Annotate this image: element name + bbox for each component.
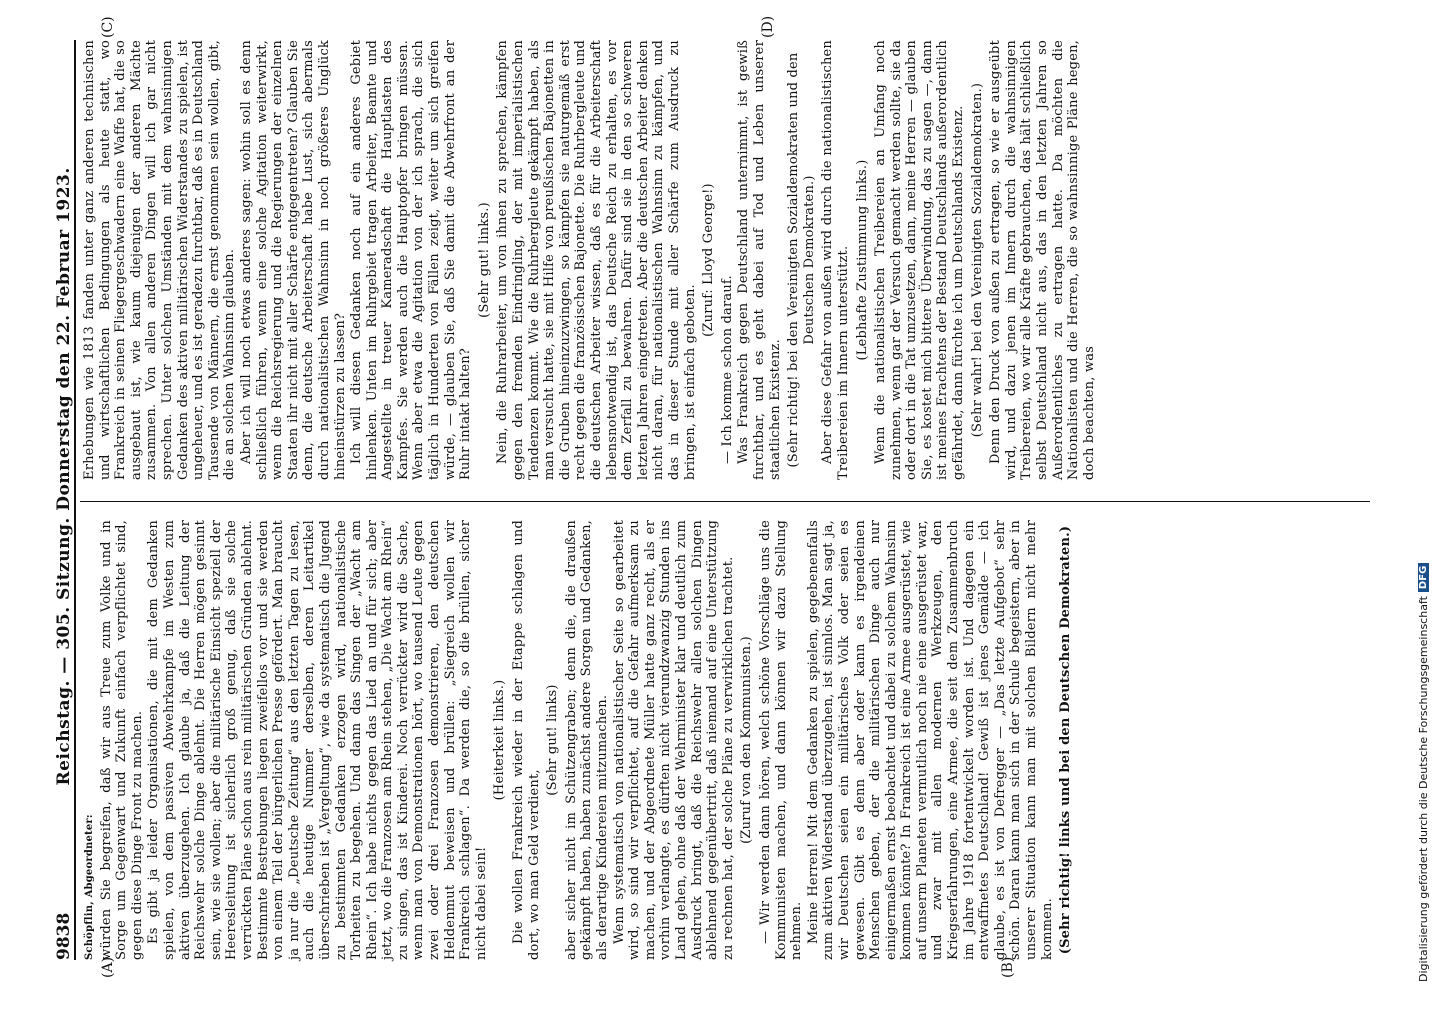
page-number: 9838 — [54, 912, 74, 960]
paragraph: Aber ich will noch etwas anderes sagen: wohin soll es denn schließlich führen, wenn eine solche Agitation weiterwirkt, wenn die Reichsregierung und die Regierungen der einzelnen Staaten ihr nicht mit aller Schärfe entgegentreten? Glauben Sie denn, die deutsche Arbeiterschaft habe Lust, sich abermals durch nationalistischen Wahnsinn in noch größeres Unglück hineinstürzen zu lassen? — [238, 40, 348, 480]
paragraph: — Wir werden dann hören, welch schöne Vorschläge uns die Kommunisten machen, und dann können wir dazu Stellung nehmen. — [757, 520, 805, 960]
rotated-page-frame — [40, 15, 1425, 1020]
paragraph: Erhebungen wie 1813 fanden unter ganz anderen technischen und wirtschaftlichen Bedingungen als heute statt, wo Frankreich in seinen Fliegergeschwadern eine Waffe hat, die so ausgebaut ist, wie kaum diejenigen der anderen Mächte zusammen. Von allen anderen Dingen will ich gar nicht sprechen. Unter solchen Umständen mit dem wahnsinnigen Gedanken des aktiven militärischen Widerstandes zu spielen, ist ungeheuer, und es ist geradezu furchtbar, daß es in Deutschland Tausende von Männern, die ernst genommen sein wollen, gibt, die an solchen Wahnsinn glauben. — [82, 40, 238, 480]
interjection: (Sehr richtig! bei den Vereinigten Sozialdemokraten und den Deutschen Demokraten.) — [786, 52, 817, 468]
interjection: (Heiterkeit links.) — [492, 679, 508, 801]
paragraph: Ich will diesen Gedanken noch auf ein anderes Gebiet hinlenken. Unten im Ruhrgebiet tragen Arbeiter, Beamte und Angestellte in treuer Kameradschaft die Hauptlasten des Kampfes. Sie werden auch die Hauptopfer bringen müssen. Wenn aber etwa die Agitation von der ich sprach, die sich täglich in Hunderten von Fällen zeigt, weiter um sich greifen würde, — glauben Sie, daß Sie damit die Abwehrfront an der Ruhr intakt halten? — [349, 40, 474, 480]
interjection: (Sehr richtig! links und bei den Deutschen Demokraten.) — [1058, 525, 1074, 955]
page-title: Reichstag. — 305. Sitzung. Donnerstag den 22. Februar 1923. — [54, 167, 74, 786]
right-column — [82, 40, 1098, 480]
paragraph: Nein, die Ruhrarbeiter, um von ihnen zu sprechen, kämpfen gegen den fremden Eindringling, der mit imperialistischen Tendenzen kommt. Wie die Ruhrbergleute gekämpft haben, als man versucht hatte, sie mit Hilfe von preußischen Bajonetten in die Gruben hineinzuzwingen, so kämpfen sie naturgemäß erst recht gegen die französischen Bajonette. Die Ruhrbergleute und die deutschen Arbeiter wissen, daß es für die Arbeiterschaft lebensnotwendig ist, das Deutsche Reich zu erhalten, es vor dem Zerfall zu bewahren. Dafür sind sie in den so schweren letzten Jahren eingetreten. Aber die deutschen Arbeiter denken nicht daran, für nationalistischen Wahnsinn zu kämpfen, und das in dieser Stunde mit aller Schärfe zum Ausdruck zu bringen, ist einfach geboten. — [495, 40, 698, 480]
interjection: (Zuruf: Lloyd George!) — [701, 183, 717, 337]
paragraph: Wenn systematisch von nationalistischer Seite so gearbeitet wird, so sind wir verpflichtet, auf die Gefahr aufmerksam zu machen, und der Abgeordnete Müller hatte ganz recht, als er vorhin verlangte, es dürften nicht vierundzwanzig Stunden ins Land gehen, ohne daß der Wehrminister klar und deutlich zum Ausdruck bringt, daß die Reichswehr allen solchen Dingen ablehnend gegenübertritt, daß niemand auf eine Unterstützung zu rechnen hat, der solche Pläne zu verwirklichen trachtet. — [611, 520, 736, 960]
digitization-credit — [1412, 10, 1434, 990]
paragraph: Es gibt ja leider Organisationen, die mit dem Gedanken spielen, von dem passiven Abwehrkampfe im Westen zum aktiven überzugehen. Ich glaube ja, daß die Leitung der Reichswehr solche Dinge ablehnt. Die Herren mögen gesinnt sein, wie sie wollen; aber die militärische Einsicht speziell der Heeresleitung ist sicherlich groß genug, daß sie solche verrückten Pläne schon aus rein militärischen Gründen ablehnt. Bestimmte Bestrebungen liegen zweifellos vor und sie werden von einem Teil der bürgerlichen Presse gefördert. Man braucht ja nur die „Deutsche Zeitung“ aus den letzten Tagen zu lesen, auch die heutige Nummer derselben, deren Leitartikel überschrieben ist „Vergeltung“, wie da systematisch die Jugend zu bestimmten Gedanken erzogen wird, nationalistische Torheiten zu begehen. Und dann das Singen der „Wacht am Rhein“. Ich habe nichts gegen das Lied an und für sich; aber jetzt, wo die Franzosen am Rhein stehen, „Die Wacht am Rhein“ zu singen, das ist Kinderei. Noch verrückter wird die Sache, wenn man von Demonstrationen hört, wo tausend Leute gegen zwei oder drei Franzosen demonstrieren, den deutschen Heldenmut beweisen und brüllen: „Siegreich wollen wir Frankreich schlagen“. Da werden die, so die brüllen, sicher nicht dabei sein! — [146, 520, 489, 960]
page-header — [48, 40, 76, 960]
interjection: (Sehr wahr! bei den Vereinigten Sozialdemokraten.) — [969, 82, 985, 438]
printed-page — [40, 15, 1380, 980]
credit-text: Digitalisierung gefördert durch die Deutsche Forschungsgemeinschaft — [1416, 596, 1430, 982]
interjection: (Sehr gut! links.) — [476, 202, 492, 318]
margin-marker-b: (B) — [1000, 956, 1016, 978]
left-column — [82, 520, 1077, 960]
margin-marker-a: (A) — [100, 956, 116, 978]
paragraph: Wenn die nationalistischen Treibereien an Umfang noch zunehmen, wenn gar der Versuch gemacht werden sollte, sie da oder dort in die Tat umzusetzen, dann, meine Herren — glauben Sie, es kostet mich bittere Überwindung, das zu sagen —, dann ist meines Erachtens der Bestand Deutschlands außerordentlich gefährdet, dann fürchte ich um Deutschlands Existenz. — [873, 40, 967, 480]
speaker-label: Schöpflin, Abgeordneter: — [84, 814, 95, 960]
paragraph: Die wollen Frankreich wieder in der Etappe schlagen und dort, wo man Geld verdient, — [511, 520, 542, 960]
paragraph: Meine Herren! Mit dem Gedanken zu spielen, gegebenenfalls zum aktiven Widerstand überzugehen, ist sinnlos. Man sagt ja, wir Deutschen seien ein militärisches Volk oder seien es gewesen. Gibt es denn aber oder kann es irgendeinen Menschen geben, der die militärischen Dinge auch nur einigermaßen ernst beobachtet und dabei zu solchem Wahnsinn kommen könnte? In Frankreich ist eine Armee ausgerüstet, wie auf unserm Planeten vermutlich noch nie eine ausgerüstet war, und zwar mit allen modernen Werkzeugen, den Kriegserfahrungen, eine Armee, die seit dem Zusammenbruch im Jahre 1918 fortentwickelt worden ist. Und dagegen ein entwaffnetes Deutschland! Gewiß ist jenes Gemälde — ich glaube, es ist von Defregger — „Das letzte Aufgebot“ sehr schön. Daran kann man sich in der Schule begeistern, aber in unserer Situation kann man mit solchen Bildern nicht mehr kommen. — [805, 520, 1055, 960]
paragraph: Aber diese Gefahr von außen wird durch die nationalistischen Treibereien im Innern unterstützt. — [820, 40, 851, 480]
paragraph: aber sicher nicht im Schützengraben; denn die, die draußen gekämpft haben, haben zunächst andere Sorgen und Gedanken, als derartige Kindereien mitzumachen. — [563, 520, 610, 960]
margin-marker-c: (C) — [100, 16, 116, 38]
paragraph: Denn den Druck von außen zu ertragen, so wie er ausgeübt wird, und dazu jenen im Innern durch die wahnsinnigen Treibereien, wo wir alle Kräfte gebrauchen, das hält schließlich selbst Deutschland nicht aus, das in den letzten Jahren so Außerordentliches zu ertragen hatte. Da möchten die Nationalisten und die Herren, die so wahnsinnige Pläne hegen, doch beachten, was — [988, 40, 1097, 480]
interjection: (Zuruf von den Kommunisten.) — [739, 636, 755, 844]
dfg-logo: DFG — [1418, 563, 1429, 592]
paragraph: würden Sie begreifen, daß wir aus Treue zum Volke und in Sorge um Gegenwart und Zukunft einfach verpflichtet sind, gegen diese Dinge Front zu machen. — [98, 520, 145, 960]
margin-marker-d: (D) — [760, 15, 776, 38]
interjection: (Lebhafte Zustimmung links.) — [854, 159, 870, 361]
column-divider — [80, 501, 1370, 502]
interjection: (Sehr gut! links) — [545, 684, 561, 796]
paragraph: — Ich komme schon darauf. — [719, 275, 735, 464]
paragraph: Was Frankreich gegen Deutschland unternimmt, ist gewiß furchtbar, und es geht dabei auf Tod und Leben unserer staatlichen Existenz. — [736, 40, 783, 480]
